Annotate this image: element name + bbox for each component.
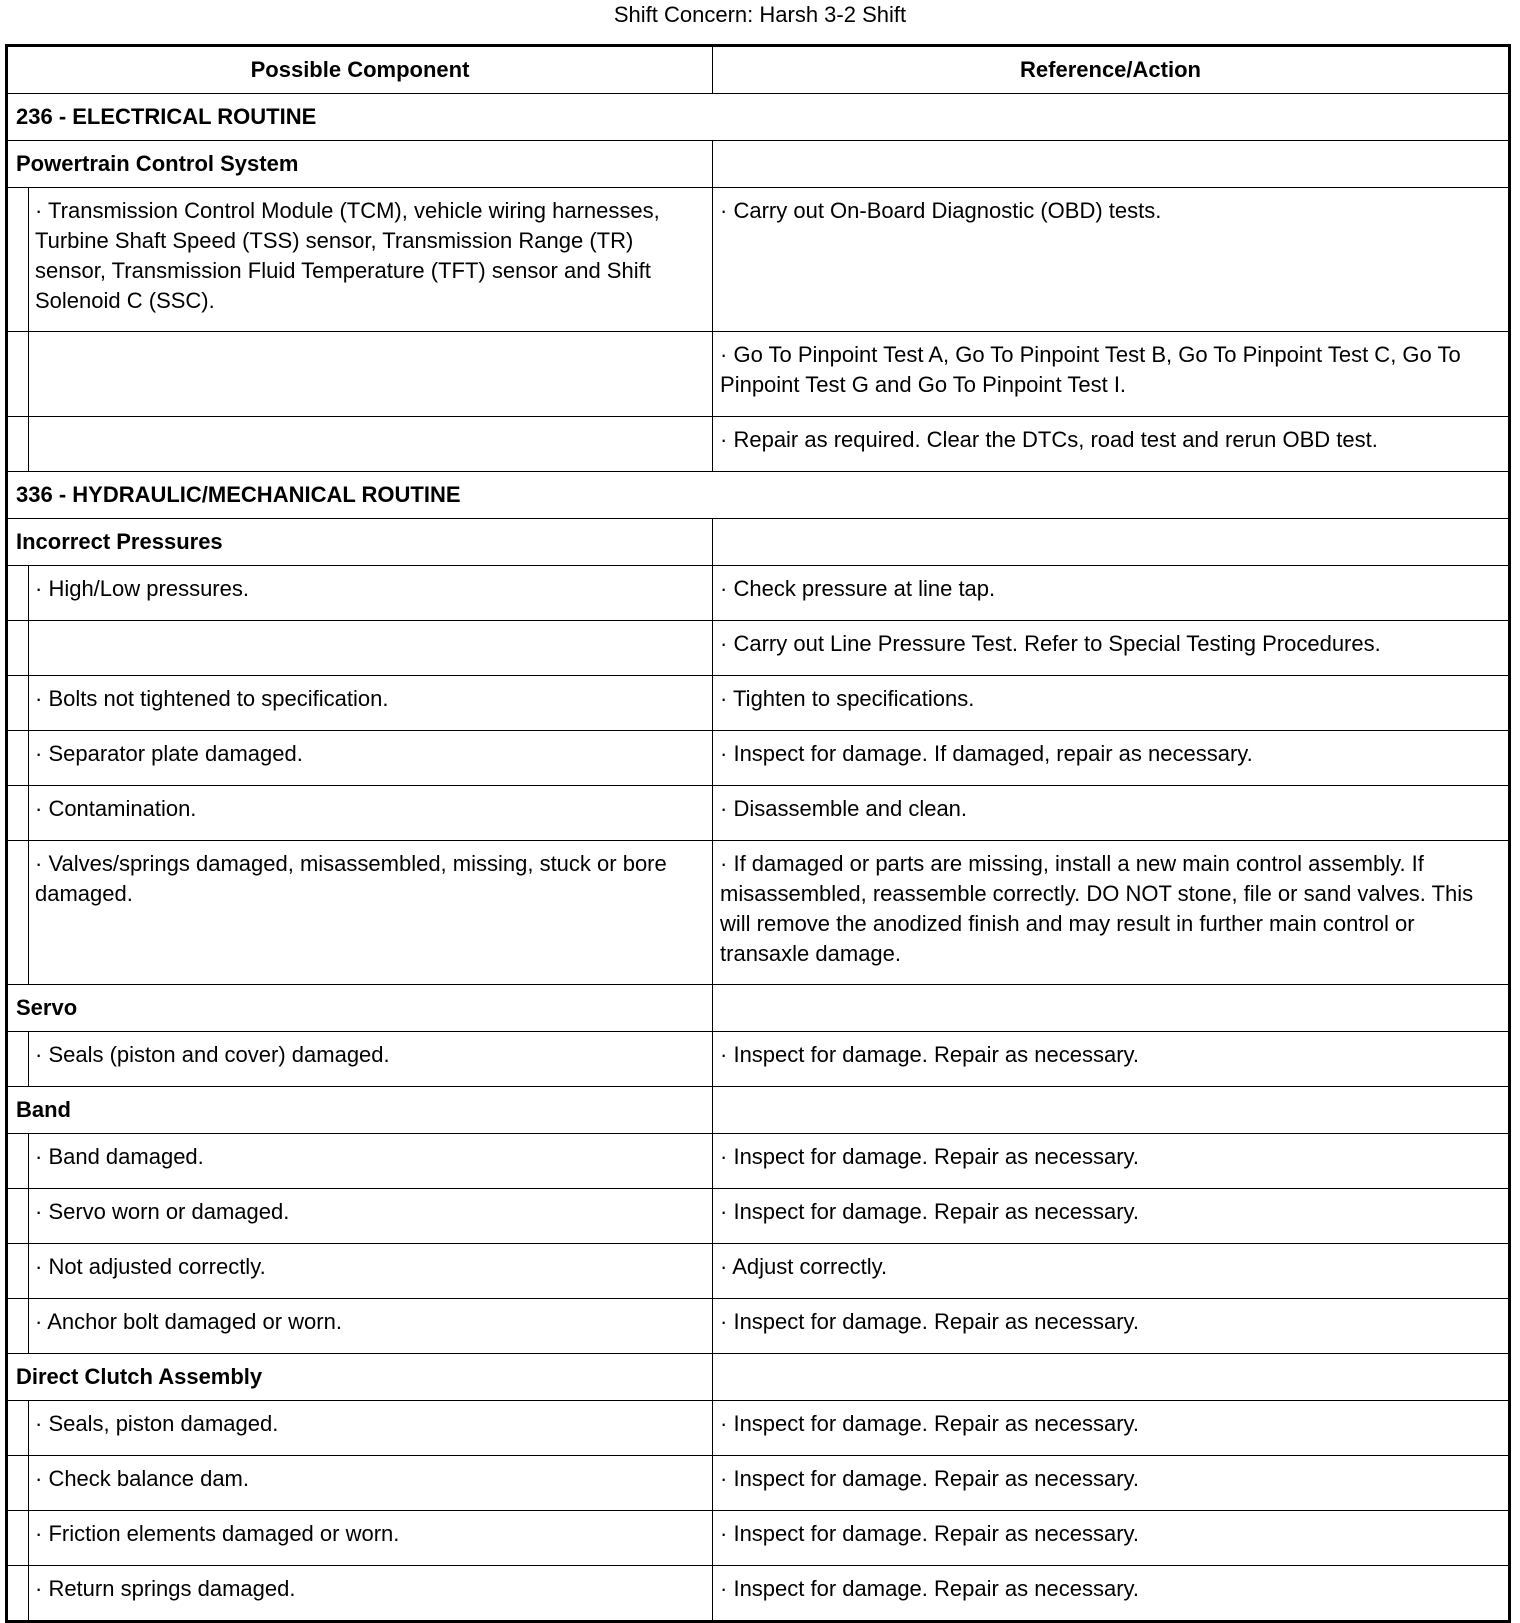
column-header-component: Possible Component xyxy=(7,46,713,94)
group-heading: Direct Clutch Assembly xyxy=(7,1354,713,1401)
group-row xyxy=(7,1087,1510,1134)
table-row xyxy=(7,1189,1510,1244)
component-cell: · Seals (piston and cover) damaged. xyxy=(29,1032,713,1087)
component-cell: · Anchor bolt damaged or worn. xyxy=(29,1299,713,1354)
action-cell: · Inspect for damage. Repair as necessary. xyxy=(713,1189,1510,1244)
table-row xyxy=(7,1511,1510,1566)
indent-cell xyxy=(7,841,29,985)
action-cell: · Inspect for damage. Repair as necessary. xyxy=(713,1511,1510,1566)
component-cell: · Transmission Control Module (TCM), vehicle wiring harnesses, Turbine Shaft Speed (TSS) sensor, Transmission Range (TR) sensor, Transmission Fluid Temperature (TFT) sensor and Shift Solenoid C (SSC). xyxy=(29,188,713,332)
component-cell: · Friction elements damaged or worn. xyxy=(29,1511,713,1566)
indent-cell xyxy=(7,1032,29,1087)
column-header-action: Reference/Action xyxy=(713,46,1510,94)
component-cell: · Contamination. xyxy=(29,786,713,841)
table-row xyxy=(7,332,1510,417)
action-cell: · Carry out Line Pressure Test. Refer to Special Testing Procedures. xyxy=(713,621,1510,676)
action-cell: · Inspect for damage. If damaged, repair as necessary. xyxy=(713,731,1510,786)
action-cell: · Disassemble and clean. xyxy=(713,786,1510,841)
indent-cell xyxy=(7,1566,29,1622)
table-header-row xyxy=(7,46,1510,94)
action-cell: · Inspect for damage. Repair as necessary. xyxy=(713,1299,1510,1354)
component-cell xyxy=(29,621,713,676)
action-cell: · Repair as required. Clear the DTCs, road test and rerun OBD test. xyxy=(713,417,1510,472)
table-row xyxy=(7,1299,1510,1354)
group-heading: Servo xyxy=(7,985,713,1032)
group-row xyxy=(7,519,1510,566)
indent-cell xyxy=(7,1456,29,1511)
indent-cell xyxy=(7,1401,29,1456)
indent-cell xyxy=(7,1189,29,1244)
section-row xyxy=(7,94,1510,141)
table-row xyxy=(7,1032,1510,1087)
indent-cell xyxy=(7,1299,29,1354)
group-action-cell xyxy=(713,519,1510,566)
indent-cell xyxy=(7,188,29,332)
action-cell: · Inspect for damage. Repair as necessary. xyxy=(713,1134,1510,1189)
section-heading: 336 - HYDRAULIC/MECHANICAL ROUTINE xyxy=(7,472,1510,519)
action-cell: · Tighten to specifications. xyxy=(713,676,1510,731)
indent-cell xyxy=(7,417,29,472)
action-cell: · If damaged or parts are missing, install a new main control assembly. If misassembled, reassemble correctly. DO NOT stone, file or sand valves. This will remove the anodized finish and may result in further main control or transaxle damage. xyxy=(713,841,1510,985)
group-row xyxy=(7,141,1510,188)
group-action-cell xyxy=(713,985,1510,1032)
component-cell: · Servo worn or damaged. xyxy=(29,1189,713,1244)
component-cell: · Band damaged. xyxy=(29,1134,713,1189)
indent-cell xyxy=(7,621,29,676)
indent-cell xyxy=(7,332,29,417)
action-cell: · Inspect for damage. Repair as necessary. xyxy=(713,1401,1510,1456)
table-row xyxy=(7,1456,1510,1511)
component-cell: · Separator plate damaged. xyxy=(29,731,713,786)
action-cell: · Adjust correctly. xyxy=(713,1244,1510,1299)
component-cell xyxy=(29,332,713,417)
table-row xyxy=(7,731,1510,786)
component-cell: · Seals, piston damaged. xyxy=(29,1401,713,1456)
group-heading: Powertrain Control System xyxy=(7,141,713,188)
indent-cell xyxy=(7,731,29,786)
action-cell: · Inspect for damage. Repair as necessary. xyxy=(713,1456,1510,1511)
group-action-cell xyxy=(713,141,1510,188)
section-heading: 236 - ELECTRICAL ROUTINE xyxy=(7,94,1510,141)
group-heading: Incorrect Pressures xyxy=(7,519,713,566)
group-action-cell xyxy=(713,1087,1510,1134)
action-cell: · Carry out On-Board Diagnostic (OBD) tests. xyxy=(713,188,1510,332)
shift-concern-table xyxy=(5,44,1511,1623)
table-row xyxy=(7,1134,1510,1189)
table-row xyxy=(7,1401,1510,1456)
component-cell: · Return springs damaged. xyxy=(29,1566,713,1622)
component-cell: · Not adjusted correctly. xyxy=(29,1244,713,1299)
table-row xyxy=(7,676,1510,731)
table-row xyxy=(7,566,1510,621)
group-row xyxy=(7,1354,1510,1401)
group-row xyxy=(7,985,1510,1032)
component-cell: · Bolts not tightened to specification. xyxy=(29,676,713,731)
action-cell: · Go To Pinpoint Test A, Go To Pinpoint Test B, Go To Pinpoint Test C, Go To Pinpoint Test G and Go To Pinpoint Test I. xyxy=(713,332,1510,417)
indent-cell xyxy=(7,1511,29,1566)
table-row xyxy=(7,188,1510,332)
table-row xyxy=(7,786,1510,841)
table-row xyxy=(7,621,1510,676)
action-cell: · Inspect for damage. Repair as necessary. xyxy=(713,1566,1510,1622)
component-cell: · Valves/springs damaged, misassembled, missing, stuck or bore damaged. xyxy=(29,841,713,985)
action-cell: · Check pressure at line tap. xyxy=(713,566,1510,621)
indent-cell xyxy=(7,1134,29,1189)
component-cell: · High/Low pressures. xyxy=(29,566,713,621)
section-row xyxy=(7,472,1510,519)
indent-cell xyxy=(7,1244,29,1299)
group-action-cell xyxy=(713,1354,1510,1401)
table-row xyxy=(7,1244,1510,1299)
table-row xyxy=(7,841,1510,985)
action-cell: · Inspect for damage. Repair as necessary. xyxy=(713,1032,1510,1087)
component-cell xyxy=(29,417,713,472)
indent-cell xyxy=(7,566,29,621)
group-heading: Band xyxy=(7,1087,713,1134)
indent-cell xyxy=(7,676,29,731)
indent-cell xyxy=(7,786,29,841)
component-cell: · Check balance dam. xyxy=(29,1456,713,1511)
table-row xyxy=(7,1566,1510,1622)
document-title: Shift Concern: Harsh 3-2 Shift xyxy=(613,2,907,27)
table-row xyxy=(7,417,1510,472)
